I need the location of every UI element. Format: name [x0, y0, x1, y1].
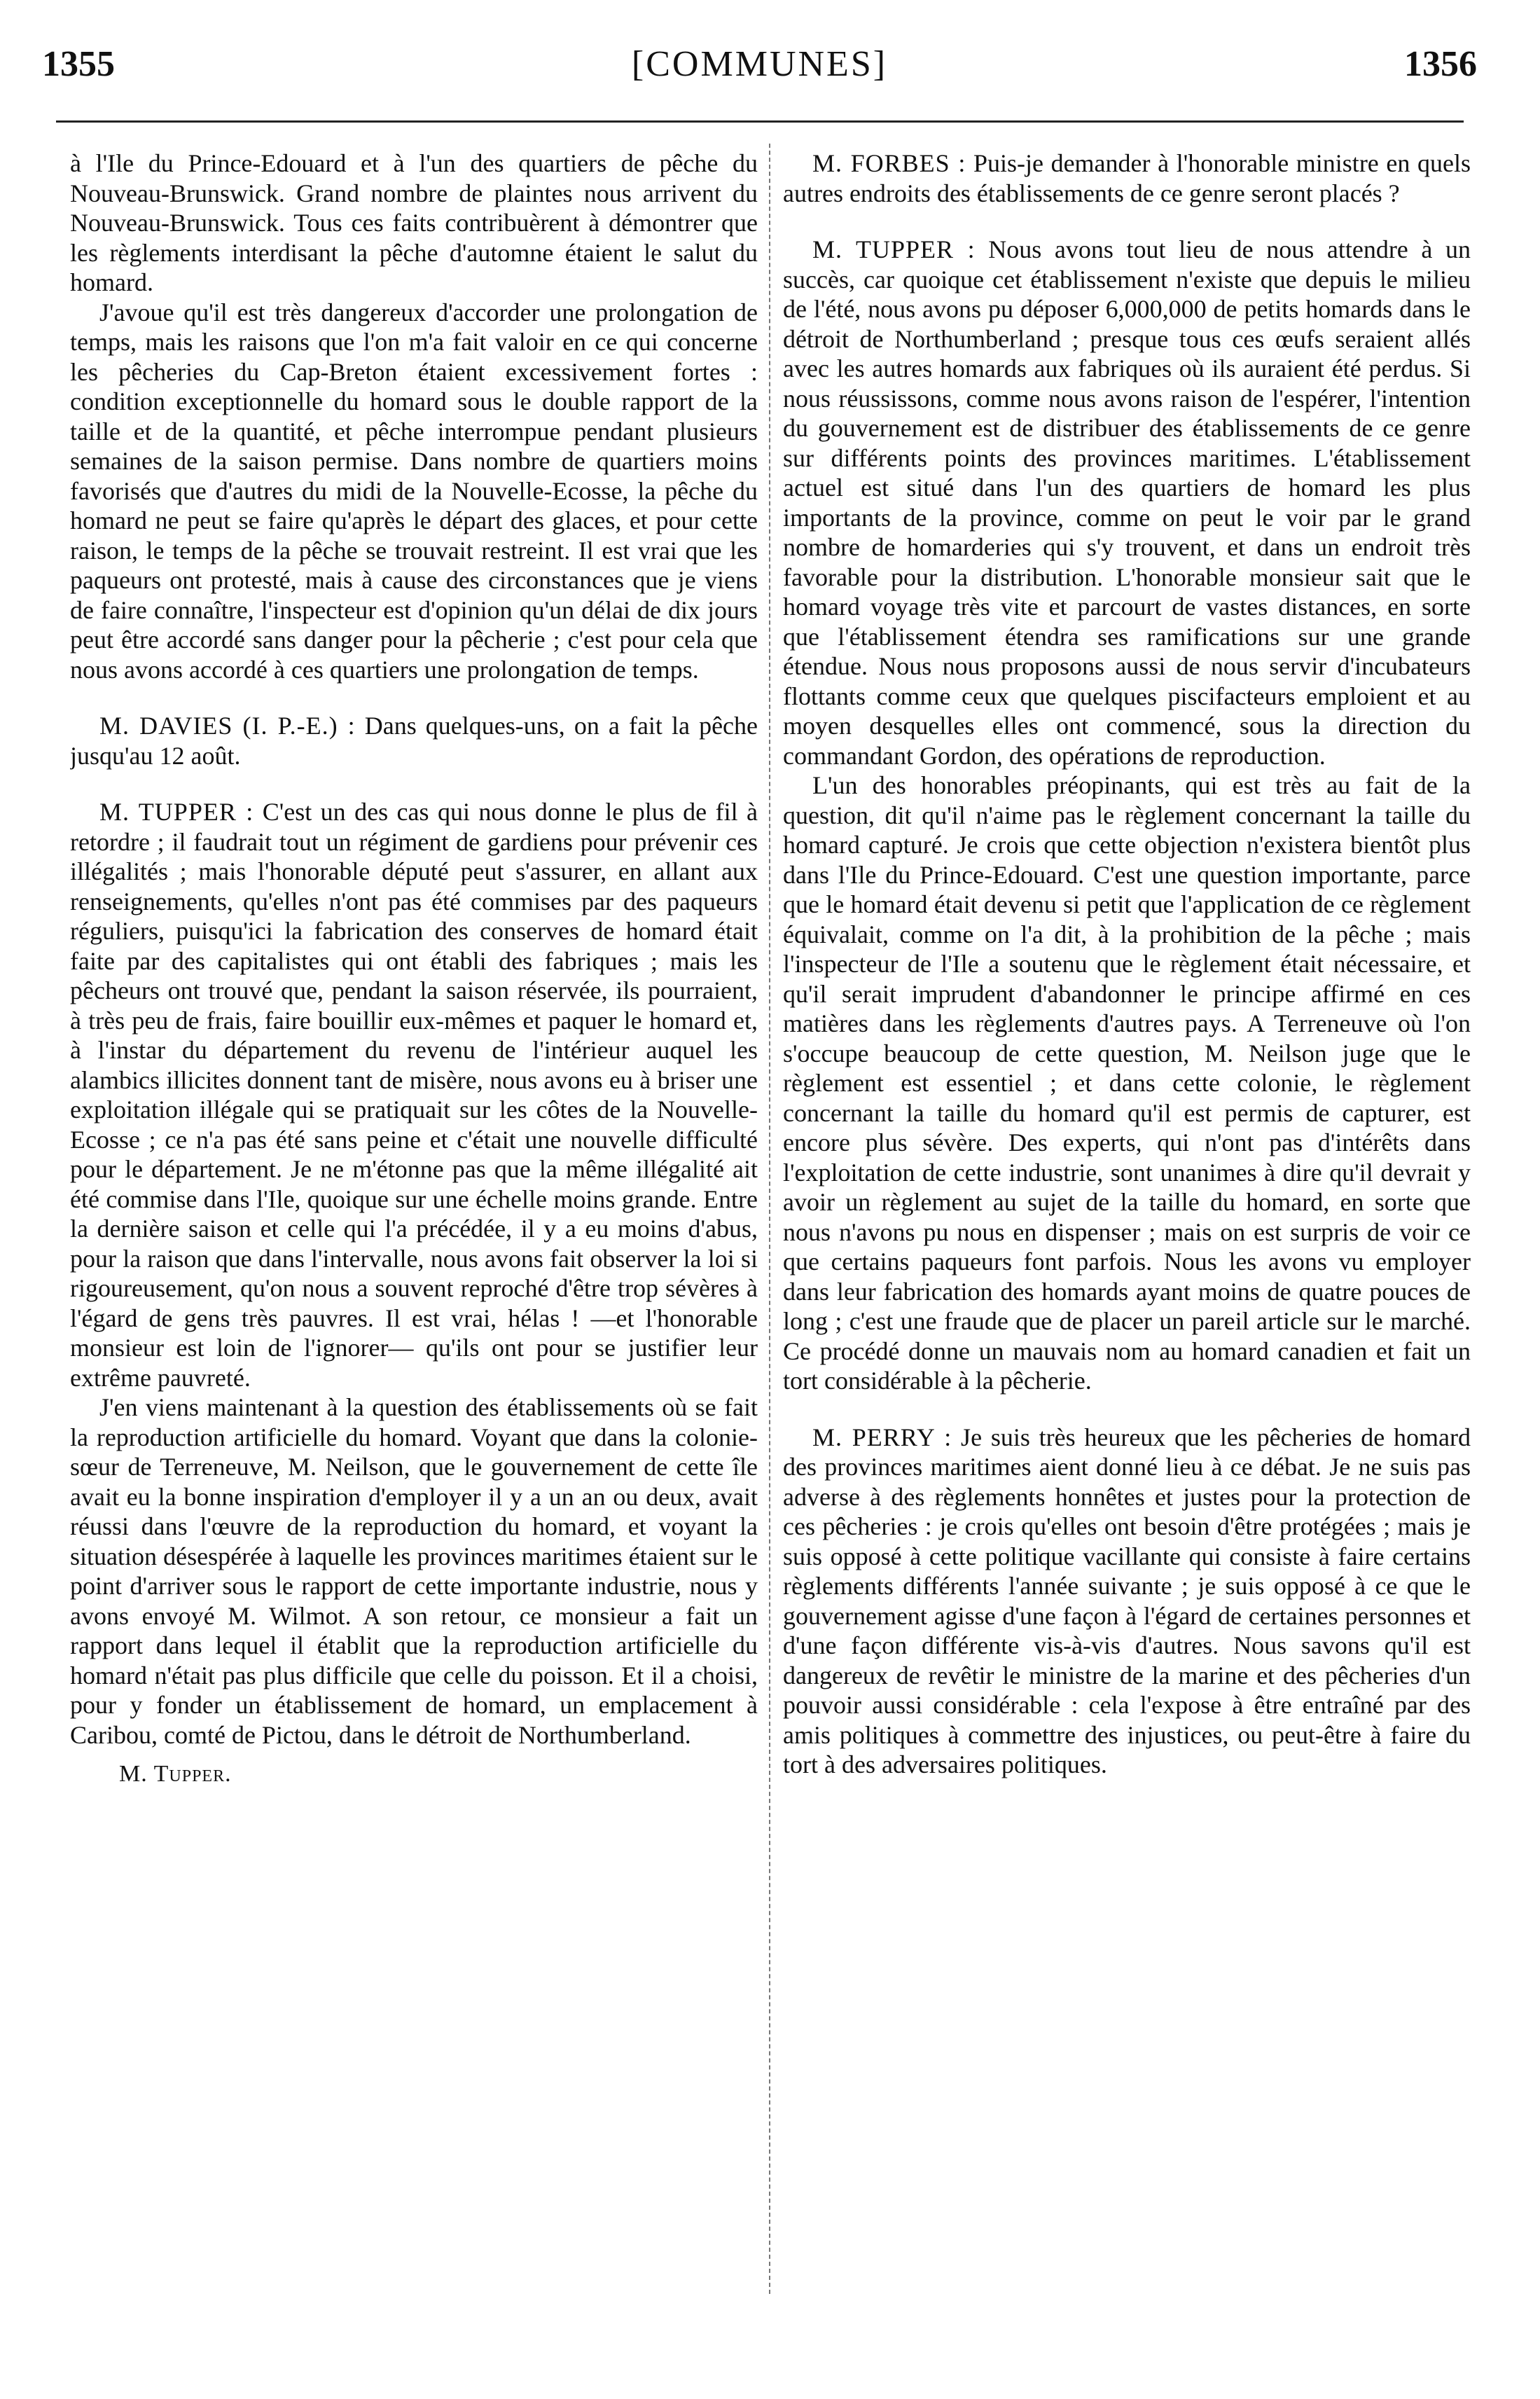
header-rule: [56, 120, 1464, 123]
page-number-right: 1356: [1404, 44, 1477, 84]
column-divider: [769, 144, 770, 2294]
paragraph: J'en viens maintenant à la question des établissements où se fait la reproduction artificielle du homard. Voyant que dans la colonie-sœur de Terreneuve, M. Neilson, que le gouvernement de cette île avait eu la bonne inspiration d'employer il y a un an ou deux, avait réussi dans l'œuvre de la reproduction du homard, et voyant la situation désespérée à laquelle les provinces maritimes étaient sur le point d'arriver sous le rapport de cette importante industrie, nous y avons envoyé M. Wilmot. A son retour, ce monsieur a fait un rapport dans lequel il établit que la reproduction artificielle du homard n'était pas plus difficile que celle du poisson. Et il a choisi, pour y fonder un établissement de homard, un emplacement à Caribou, comté de Pictou, dans le détroit de Northumberland.: [70, 1393, 758, 1749]
left-column: [70, 148, 758, 2355]
speaker-name: M. PERRY :: [812, 1423, 952, 1451]
speech-text: C'est un des cas qui nous donne le plus de fil à retordre ; il faudrait tout un régiment de gardiens pour prévenir ces illégalités ; mais l'honorable député peut s'assurer, en allant aux renseignements, qu'elles n'ont pas été commises par des paqueurs réguliers, puisqu'ici la fabrication des conserves de homard était faite par des capitalistes qui ont établi des fabriques ; mais les pêcheurs ont trouvé que, pendant la saison réservée, ils pourraient, à très peu de frais, faire bouillir eux-mêmes et paquer le homard et, à l'instar du département du revenu de l'intérieur auquel les alambics illicites donnent tant de misère, nous avons eu à briser une exploitation illégale qui se pratiquait sur les côtes de la Nouvelle-Ecosse ; ce n'a pas été sans peine et c'était une nouvelle difficulté pour le département. Je ne m'étonne pas que la même illégalité ait été commise dans l'Ile, quoique sur une échelle moins grande. Entre la dernière saison et celle qui l'a précédée, il y a eu moins d'abus, pour la raison que dans l'intervalle, nous avons fait observer la loi si rigoureusement, qu'on nous a souvent reproché d'être trop sévères à l'égard de gens très pauvres. Il est vrai, hélas ! —et l'honorable monsieur est loin de l'ignorer— qu'ils ont pour se justifier leur extrême pauvreté.: [70, 798, 758, 1392]
speech-perry: [783, 1423, 1471, 1780]
speech-text: Nous avons tout lieu de nous attendre à un succès, car quoique cet établissement n'existe que depuis le milieu de l'été, nous avons pu déposer 6,000,000 de petits homards dans le détroit de Northumberland ; presque tous ces œufs seraient allés avec les autres homards aux fabriques où ils auraient été perdus. Si nous réussissons, comme nous avons raison de l'espérer, l'intention du gouvernement est de distribuer des établissements de ce genre sur différents points des provinces maritimes. L'établissement actuel est situé dans l'un des quartiers de homard les plus importants de la province, comme on peut le voir par le grand nombre de homarderies qui s'y trouvent, et dans un endroit très favorable pour la distribution. L'honorable monsieur sait que le homard voyage très vite et parcourt de vastes distances, en sorte que l'établissement étendra ses ramifications sur une grande étendue. Nous nous proposons aussi de nous servir d'incubateurs flottants comme ceux que quelques piscifacteurs emploient et au moyen desquelles elles ont commencé, sous la direction du commandant Gordon, des opérations de reproduction.: [783, 235, 1471, 770]
right-column: [783, 148, 1471, 2355]
speech-text: Je suis très heureux que les pêcheries de homard des provinces maritimes aient donné lieu à ce débat. Je ne suis pas adverse à des règlements honnêtes et justes pour la protection de ces pêcheries : je crois qu'elles ont besoin d'être protégées ; mais je suis opposé à cette politique vacillante qui consiste à faire certains règlements différents l'année suivante ; je suis opposé à ce que le gouvernement agisse d'une façon à l'égard de certaines personnes et d'une façon différente vis-à-vis d'autres. Nous savons qu'il est dangereux de revêtir le ministre de la marine et des pêcheries d'un pouvoir aussi considérable : cela l'expose à être entraîné par des amis politiques à commettre des injustices, ou peut-être à faire du tort à des adversaires politiques.: [783, 1423, 1471, 1778]
paragraph-continuation: à l'Ile du Prince-Edouard et à l'un des quartiers de pêche du Nouveau-Brunswick. Grand nombre de plaintes nous arrivent du Nouveau-Brunswick. Tous ces faits contribuèrent à démontrer que les règlements interdisant la pêche d'automne étaient le salut du homard.: [70, 149, 758, 296]
page-number-left: 1355: [42, 44, 115, 84]
speaker-name: M. FORBES :: [812, 149, 966, 177]
speech-forbes: [783, 148, 1471, 208]
speaker-name: M. TUPPER :: [812, 235, 976, 263]
speaker-name: M. TUPPER :: [99, 798, 254, 826]
speech-text: Puis-je demander à l'honorable ministre en quels autres endroits des établissements de ce genre seront placés ?: [783, 149, 1471, 207]
page-header: [42, 36, 1477, 92]
speech-tupper: [70, 797, 758, 1392]
catchword: M. Tupper.: [119, 1761, 232, 1787]
speech-davies: [70, 711, 758, 770]
speech-tupper: [783, 235, 1471, 770]
running-title: [COMMUNES]: [631, 44, 888, 84]
paragraph: J'avoue qu'il est très dangereux d'accorder une prolongation de temps, mais les raisons que l'on m'a fait valoir en ce qui concerne les pêcheries du Cap-Breton étaient excessivement fortes : condition exceptionnelle du homard sous le double rapport de la taille et de la quantité, et pêche interrompue pendant plusieurs semaines de la saison permise. Dans nombre de quartiers moins favorisés que d'autres du midi de la Nouvelle-Ecosse, la pêche du homard ne peut se faire qu'après le départ des glaces, et pour cette raison, le temps de la pêche se trouvait restreint. Il est vrai que les paqueurs ont protesté, mais à cause des circonstances que je viens de faire connaître, l'inspecteur est d'opinion qu'un délai de dix jours peut être accordé sans danger pour la pêcherie ; c'est pour cela que nous avons accordé à ces quartiers une prolongation de temps.: [70, 298, 758, 684]
speaker-name: M. DAVIES (I. P.-E.) :: [99, 712, 356, 740]
paragraph: L'un des honorables préopinants, qui est très au fait de la question, dit qu'il n'aime pas le règlement concernant la taille du homard capturé. Je crois que cette objection n'existera bientôt plus dans l'Ile du Prince-Edouard. C'est une question importante, parce que le homard était devenu si petit que l'application de ce règlement équivalait, comme on l'a dit, à la prohibition de la pêche ; mais l'inspecteur de l'Ile a soutenu que le règlement était nécessaire, et qu'il serait imprudent d'abandonner le principe affirmé en ces matières dans les règlements d'autres pays. A Terreneuve où l'on s'occupe beaucoup de cette question, M. Neilson juge que le règlement est essentiel ; et dans cette colonie, le règlement concernant la taille du homard qu'il est permis de capturer, est encore plus sévère. Des experts, qui n'ont pas d'intérêts dans l'exploitation de cette industrie, sont unanimes à dire qu'il devrait y avoir un règlement au sujet de la taille du homard, en sorte que nous n'avons pu nous en dispenser ; mais on est surpris de voir ce que certains paqueurs font parfois. Nous les avons vu employer dans leur fabrication des homards ayant moins de quatre pouces de long ; c'est une fraude que de placer un pareil article sur le marché. Ce procédé donne un mauvais nom au homard canadien et fait un tort considérable à la pêcherie.: [783, 771, 1471, 1395]
speech-text: Dans quelques-uns, on a fait la pêche jusqu'au 12 août.: [70, 712, 758, 770]
